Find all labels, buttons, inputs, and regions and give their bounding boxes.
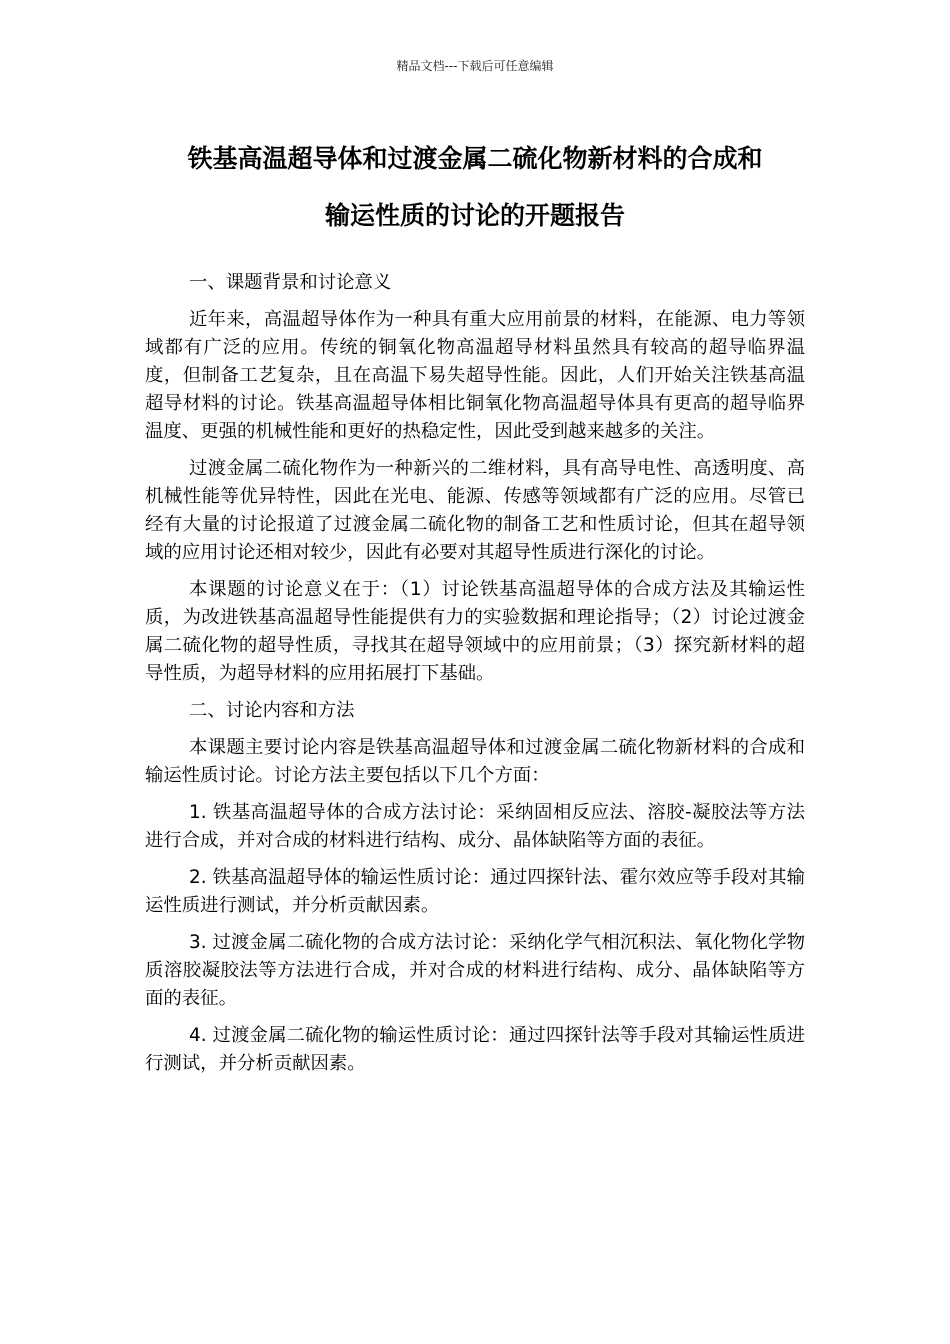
paragraph-tmd: 过渡金属二硫化物作为一种新兴的二维材料，具有高导电性、高透明度、高机械性能等优异特性，因此在光电、能源、传感等领域都有广泛的应用。尽管已经有大量的讨论报道了过渡金属二硫化物的制备工艺和性质讨论，但其在超导领域的应用讨论还相对较少，因此有必要对其超导性质进行深化的讨论。 — [145, 458, 805, 563]
document-title — [120, 130, 830, 244]
title-line-1: 铁基高温超导体和过渡金属二硫化物新材料的合成和 — [187, 144, 763, 173]
paragraph-background: 近年来，高温超导体作为一种具有重大应用前景的材料，在能源、电力等领域都有广泛的应用。传统的铜氧化物高温超导材料虽然具有较高的超导临界温度，但制备工艺复杂，且在高温下易失超导性能。因此，人们开始关注铁基高温超导材料的讨论。铁基高温超导体相比铜氧化物高温超导体具有更高的超导临界温度、更强的机械性能和更好的热稳定性，因此受到越来越多的关注。 — [145, 309, 805, 442]
paragraph-significance: 本课题的讨论意义在于：（1）讨论铁基高温超导体的合成方法及其输运性质，为改进铁基高温超导性能提供有力的实验数据和理论指导；（2）讨论过渡金属二硫化物的超导性质，寻找其在超导领域中的应用前景；（3）探究新材料的超导性质，为超导材料的应用拓展打下基础。 — [145, 579, 805, 684]
list-item-3: 3. 过渡金属二硫化物的合成方法讨论：采纳化学气相沉积法、氧化物化学物质溶胶凝胶法等方法进行合成，并对合成的材料进行结构、成分、晶体缺陷等方面的表征。 — [145, 932, 805, 1009]
title-line-2: 输运性质的讨论的开题报告 — [324, 201, 625, 230]
list-item-1: 1. 铁基高温超导体的合成方法讨论：采纳固相反应法、溶胶-凝胶法等方法进行合成，并对合成的材料进行结构、成分、晶体缺陷等方面的表征。 — [145, 802, 805, 851]
list-item-2: 2. 铁基高温超导体的输运性质讨论：通过四探针法、霍尔效应等手段对其输运性质进行测试，并分析贡献因素。 — [145, 867, 805, 916]
section-heading-background: 一、课题背景和讨论意义 — [189, 272, 392, 293]
list-item-4: 4. 过渡金属二硫化物的输运性质讨论：通过四探针法等手段对其输运性质进行测试，并分析贡献因素。 — [145, 1025, 805, 1074]
paragraph-methods-intro: 本课题主要讨论内容是铁基高温超导体和过渡金属二硫化物新材料的合成和输运性质讨论。讨论方法主要包括以下几个方面： — [145, 737, 805, 786]
document-body — [145, 269, 805, 1087]
section-heading-methods: 二、讨论内容和方法 — [189, 700, 355, 721]
header-note: 精品文档---下载后可任意编辑 — [396, 59, 554, 73]
